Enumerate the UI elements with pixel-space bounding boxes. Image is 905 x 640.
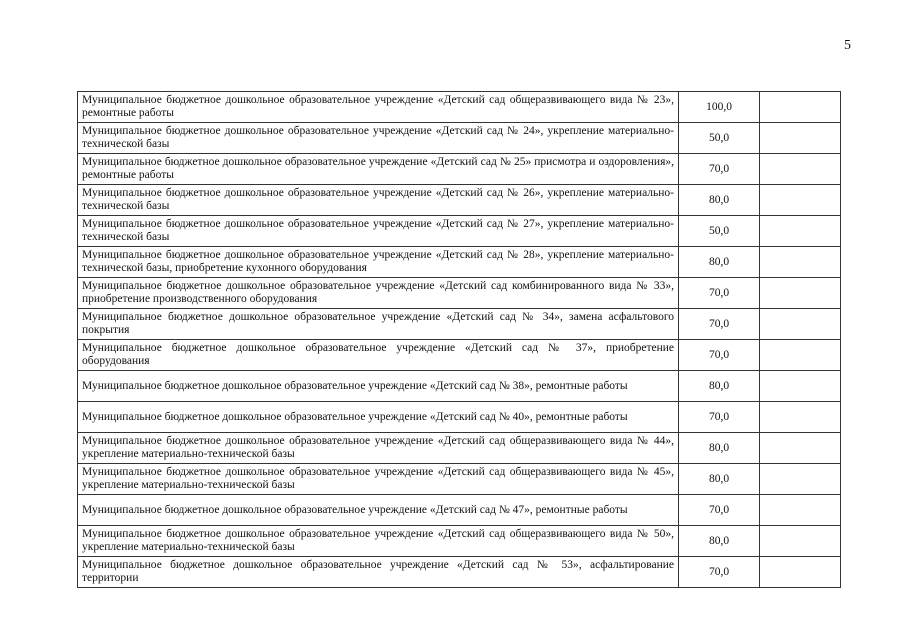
row-empty-cell (760, 557, 841, 588)
row-description: Муниципальное бюджетное дошкольное образовательное учреждение «Детский сад общеразвивающего вида № 50», укрепление материально-технической базы (82, 528, 674, 553)
row-description: Муниципальное бюджетное дошкольное образовательное учреждение «Детский сад № 38», ремонтные работы (82, 379, 628, 392)
row-empty-cell (760, 371, 841, 402)
row-empty-cell (760, 92, 841, 123)
table-row (78, 154, 841, 185)
row-description-cell (78, 371, 679, 402)
budget-table-body (78, 92, 841, 588)
table-row (78, 371, 841, 402)
row-empty-cell (760, 433, 841, 464)
row-description-cell (78, 278, 679, 309)
page-number: 5 (844, 38, 851, 53)
row-amount: 80,0 (679, 247, 760, 278)
row-description: Муниципальное бюджетное дошкольное образовательное учреждение «Детский сад № 24», укрепление материально-технической базы (82, 125, 674, 150)
table-row (78, 495, 841, 526)
row-amount: 70,0 (679, 495, 760, 526)
row-description-cell (78, 464, 679, 495)
row-description: Муниципальное бюджетное дошкольное образовательное учреждение «Детский сад № 40», ремонтные работы (82, 410, 628, 423)
row-description-cell (78, 185, 679, 216)
row-description-cell (78, 309, 679, 340)
row-description: Муниципальное бюджетное дошкольное образовательное учреждение «Детский сад общеразвивающего вида № 44», укрепление материально-технической базы (82, 435, 674, 460)
row-amount: 50,0 (679, 123, 760, 154)
budget-table (77, 91, 841, 588)
table-row (78, 309, 841, 340)
row-description: Муниципальное бюджетное дошкольное образовательное учреждение «Детский сад № 28», укрепление материально-технической базы, приобретение кухонного оборудования (82, 249, 674, 274)
row-description-cell (78, 433, 679, 464)
row-description: Муниципальное бюджетное дошкольное образовательное учреждение «Детский сад № 27», укрепление материально-технической базы (82, 218, 674, 243)
row-amount: 70,0 (679, 402, 760, 433)
row-empty-cell (760, 464, 841, 495)
row-amount: 80,0 (679, 371, 760, 402)
row-description-cell (78, 92, 679, 123)
row-amount: 80,0 (679, 433, 760, 464)
row-empty-cell (760, 247, 841, 278)
row-description: Муниципальное бюджетное дошкольное образовательное учреждение «Детский сад общеразвивающего вида № 23», ремонтные работы (82, 94, 674, 119)
table-row (78, 123, 841, 154)
row-description-cell (78, 154, 679, 185)
row-description: Муниципальное бюджетное дошкольное образовательное учреждение «Детский сад № 25» присмотра и оздоровления», ремонтные работы (82, 156, 674, 181)
row-amount: 70,0 (679, 340, 760, 371)
table-row (78, 216, 841, 247)
row-description-cell (78, 526, 679, 557)
row-amount: 100,0 (679, 92, 760, 123)
row-amount: 70,0 (679, 278, 760, 309)
row-empty-cell (760, 278, 841, 309)
row-empty-cell (760, 154, 841, 185)
row-description: Муниципальное бюджетное дошкольное образовательное учреждение «Детский сад комбинированного вида № 33», приобретение производственного оборудования (82, 280, 674, 305)
row-empty-cell (760, 185, 841, 216)
row-description-cell (78, 495, 679, 526)
row-empty-cell (760, 526, 841, 557)
table-row (78, 340, 841, 371)
row-description: Муниципальное бюджетное дошкольное образовательное учреждение «Детский сад № 34», замена асфальтового покрытия (82, 311, 674, 336)
row-description: Муниципальное бюджетное дошкольное образовательное учреждение «Детский сад № 26», укрепление материально-технической базы (82, 187, 674, 212)
table-row (78, 185, 841, 216)
row-description-cell (78, 557, 679, 588)
row-empty-cell (760, 340, 841, 371)
row-amount: 70,0 (679, 154, 760, 185)
row-empty-cell (760, 495, 841, 526)
row-empty-cell (760, 402, 841, 433)
row-empty-cell (760, 216, 841, 247)
table-row (78, 402, 841, 433)
table-row (78, 464, 841, 495)
row-description-cell (78, 247, 679, 278)
row-description: Муниципальное бюджетное дошкольное образовательное учреждение «Детский сад общеразвивающего вида № 45», укрепление материально-технической базы (82, 466, 674, 491)
table-row (78, 433, 841, 464)
table-row (78, 526, 841, 557)
row-amount: 80,0 (679, 464, 760, 495)
row-description: Муниципальное бюджетное дошкольное образовательное учреждение «Детский сад № 53», асфальтирование территории (82, 559, 674, 584)
row-empty-cell (760, 123, 841, 154)
row-amount: 70,0 (679, 557, 760, 588)
row-amount: 70,0 (679, 309, 760, 340)
table-row (78, 247, 841, 278)
row-description-cell (78, 216, 679, 247)
row-description-cell (78, 340, 679, 371)
row-description: Муниципальное бюджетное дошкольное образовательное учреждение «Детский сад № 47», ремонтные работы (82, 503, 628, 516)
table-row (78, 557, 841, 588)
row-description-cell (78, 402, 679, 433)
row-description: Муниципальное бюджетное дошкольное образовательное учреждение «Детский сад № 37», приобретение оборудования (82, 342, 674, 367)
row-empty-cell (760, 309, 841, 340)
table-row (78, 92, 841, 123)
table-row (78, 278, 841, 309)
row-amount: 80,0 (679, 526, 760, 557)
row-amount: 50,0 (679, 216, 760, 247)
row-amount: 80,0 (679, 185, 760, 216)
row-description-cell (78, 123, 679, 154)
